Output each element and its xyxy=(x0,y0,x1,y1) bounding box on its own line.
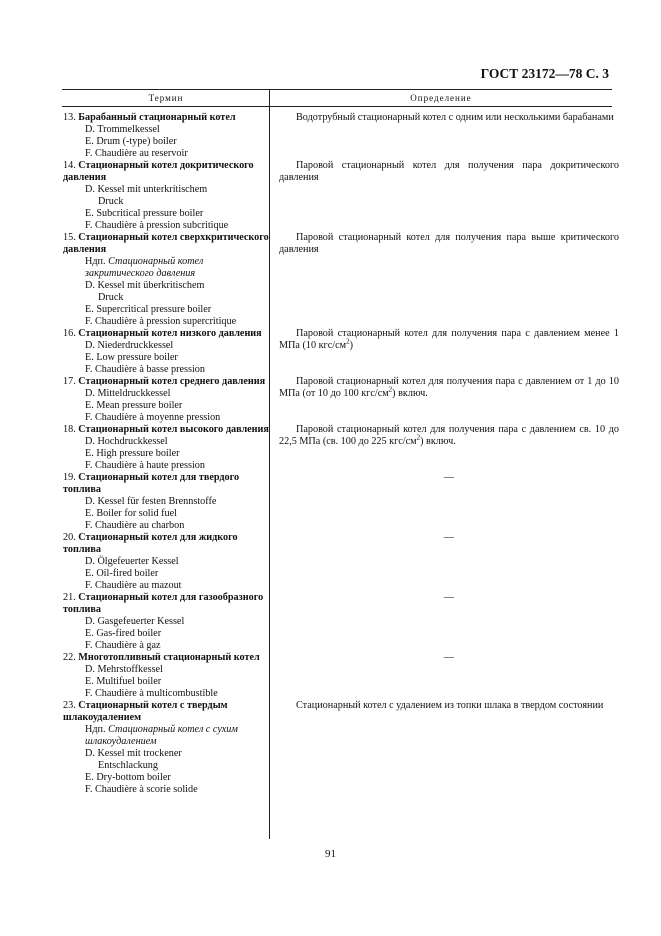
foreign-equivalent: F. Chaudière au reservoir xyxy=(85,148,188,159)
term-name: Стационарный котел низкого давления xyxy=(78,328,262,339)
document-code: ГОСТ 23172—78 С. 3 xyxy=(480,66,609,81)
synonym-label: Ндп. xyxy=(85,724,106,735)
foreign-equivalent: E. Multifuel boiler xyxy=(85,676,162,687)
definition-cell: Стационарный котел с удалением из топки шлака в твердом состоянии xyxy=(296,700,604,711)
definition-cell: Паровой стационарный котел для получения пара с давлением менее 1 МПа (10 кгс/$см^2$) xyxy=(279,328,619,351)
table-row xyxy=(62,592,612,652)
term-cell xyxy=(62,328,269,376)
table-row xyxy=(62,652,612,700)
term-number: 23. xyxy=(63,700,76,711)
foreign-equivalent: E. Low pressure boiler xyxy=(85,352,178,363)
term-cell xyxy=(62,160,269,232)
foreign-equivalent: F. Chaudière au charbon xyxy=(85,520,185,531)
term-heading xyxy=(63,700,269,724)
definition-cell: Паровой стационарный котел для получения пара выше критического давления xyxy=(279,232,619,255)
nonrecommended-synonym xyxy=(63,256,269,280)
foreign-equivalent: E. Dry-bottom boiler xyxy=(85,772,171,783)
foreign-equivalent: D. Gasgefeuerter Kessel xyxy=(85,616,185,627)
term-heading xyxy=(63,592,269,616)
term-cell xyxy=(62,232,269,328)
definition-cell: — xyxy=(443,532,455,543)
term-cell xyxy=(62,700,269,796)
term-number: 21. xyxy=(63,592,76,603)
term-number: 17. xyxy=(63,376,76,387)
definition-cell: Водотрубный стационарный котел с одним или несколькими барабанами xyxy=(296,112,614,123)
foreign-equivalent: F. Chaudière à moyenne pression xyxy=(85,412,221,423)
table-row xyxy=(62,700,612,796)
table-row xyxy=(62,472,612,532)
foreign-equivalent: D. Kessel mit unterkritischem xyxy=(85,184,208,195)
foreign-equivalent: E. Drum (-type) boiler xyxy=(85,136,177,147)
foreign-equivalent: D. Kessel für festen Brennstoffe xyxy=(85,496,217,507)
table-row xyxy=(62,376,619,424)
foreign-equivalent: D. Kessel mit überkritischem xyxy=(85,280,205,291)
term-heading xyxy=(63,472,269,496)
term-name: Стационарный котел с твердым шлакоудалением xyxy=(63,700,228,723)
foreign-equivalent: E. Subcritical pressure boiler xyxy=(85,208,204,219)
synonym-term: Стационарный котел с сухим шлакоудалением xyxy=(85,724,238,747)
foreign-equivalent: E. Supercritical pressure boiler xyxy=(85,304,212,315)
table-row xyxy=(62,328,619,376)
foreign-equivalent: E. Boiler for solid fuel xyxy=(85,508,177,519)
term-number: 19. xyxy=(63,472,76,483)
definition-cell: — xyxy=(443,472,455,483)
column-header-definition: Определение xyxy=(410,93,472,103)
foreign-equivalent: E. Mean pressure boiler xyxy=(85,400,183,411)
term-heading xyxy=(63,160,269,184)
foreign-equivalent: E. High pressure boiler xyxy=(85,448,180,459)
foreign-equivalent: Entschlackung xyxy=(98,760,158,771)
terms-table xyxy=(62,112,619,796)
column-header-term: Термин xyxy=(148,93,184,103)
term-cell xyxy=(62,592,269,652)
term-number: 18. xyxy=(63,424,76,435)
foreign-equivalent: D. Kessel mit trockener xyxy=(85,748,182,759)
table-row xyxy=(62,424,619,472)
term-heading xyxy=(63,112,269,124)
term-number: 16. xyxy=(63,328,76,339)
term-number: 22. xyxy=(63,652,76,663)
term-number: 20. xyxy=(63,532,76,543)
term-cell xyxy=(62,376,269,424)
foreign-equivalent: E. Gas-fired boiler xyxy=(85,628,162,639)
table-row xyxy=(62,160,619,232)
table-top-rule xyxy=(62,89,612,90)
page-number: 91 xyxy=(325,848,336,860)
nonrecommended-synonym xyxy=(63,724,269,748)
table-header-rule xyxy=(62,106,612,107)
definition-cell: — xyxy=(443,592,455,603)
table-row xyxy=(62,532,612,592)
term-cell xyxy=(62,532,269,592)
foreign-equivalent: F. Chaudière à gaz xyxy=(85,640,161,651)
term-cell xyxy=(62,652,269,700)
term-heading xyxy=(63,328,269,340)
term-name: Многотопливный стационарный котел xyxy=(78,652,260,663)
term-cell xyxy=(62,112,269,160)
table-row xyxy=(62,112,612,160)
term-name: Стационарный котел для твердого топлива xyxy=(63,472,240,495)
term-number: 15. xyxy=(63,232,76,243)
term-name: Стационарный котел высокого давления xyxy=(78,424,269,435)
foreign-equivalent: D. Niederdruckkessel xyxy=(85,340,174,351)
definition-cell: Паровой стационарный котел для получения пара с давлением св. 10 до 22,5 МПа (св. 100 до 225 кгс/$см^2$) включ. xyxy=(279,424,619,447)
term-name: Стационарный котел для газообразного топлива xyxy=(63,592,264,615)
term-heading xyxy=(63,652,269,664)
term-heading xyxy=(63,424,269,436)
foreign-equivalent: Druck xyxy=(98,292,124,303)
term-name: Барабанный стационарный котел xyxy=(78,112,236,123)
foreign-equivalent: F. Chaudière à basse pression xyxy=(85,364,205,375)
term-heading xyxy=(63,532,269,556)
term-cell xyxy=(62,472,269,532)
foreign-equivalent: D. Mehrstoffkessel xyxy=(85,664,163,675)
foreign-equivalent: F. Chaudière à scorie solide xyxy=(85,784,198,795)
foreign-equivalent: F. Chaudière à haute pression xyxy=(85,460,205,471)
foreign-equivalent: Druck xyxy=(98,196,124,207)
term-cell xyxy=(62,424,269,472)
foreign-equivalent: F. Chaudière à multicombustible xyxy=(85,688,218,699)
term-number: 14. xyxy=(63,160,76,171)
definition-cell: — xyxy=(443,652,455,663)
foreign-equivalent: D. Mitteldruckkessel xyxy=(85,388,171,399)
foreign-equivalent: D. Trommelkessel xyxy=(85,124,160,135)
foreign-equivalent: E. Oil-fired boiler xyxy=(85,568,159,579)
foreign-equivalent: F. Chaudière à pression supercritique xyxy=(85,316,237,327)
foreign-equivalent: D. Hochdruckkessel xyxy=(85,436,168,447)
definition-cell: Паровой стационарный котел для получения пара с давлением от 1 до 10 МПа (от 10 до 100 кгс/$см^2$) включ. xyxy=(279,376,619,399)
term-name: Стационарный котел среднего давления xyxy=(78,376,266,387)
definition-cell: Паровой стационарный котел для получения пара докритического давления xyxy=(279,160,619,183)
foreign-equivalent: F. Chaudière à pression subcritique xyxy=(85,220,229,231)
foreign-equivalent: F. Chaudière au mazout xyxy=(85,580,182,591)
table-row xyxy=(62,232,619,328)
term-name: Стационарный котел сверхкритического давления xyxy=(63,232,269,255)
synonym-term: Стационарный котел закритического давления xyxy=(85,256,204,279)
term-number: 13. xyxy=(63,112,76,123)
term-heading xyxy=(63,376,269,388)
synonym-label: Ндп. xyxy=(85,256,106,267)
term-name: Стационарный котел докритического давления xyxy=(63,160,254,183)
foreign-equivalent: D. Ölgefeuerter Kessel xyxy=(85,556,179,567)
term-heading xyxy=(63,232,269,256)
term-name: Стационарный котел для жидкого топлива xyxy=(63,532,238,555)
